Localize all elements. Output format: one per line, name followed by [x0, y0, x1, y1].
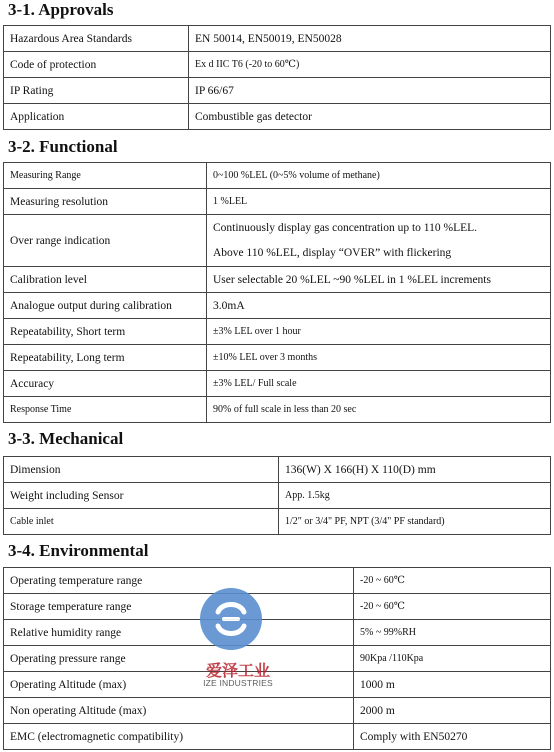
spec-label: Calibration level	[4, 267, 207, 293]
section-heading-environmental: 3-4. Environmental	[8, 541, 149, 560]
spec-value: 5% ~ 99%RH	[354, 620, 551, 646]
spec-value	[207, 215, 551, 267]
spec-label: Measuring Range	[4, 163, 207, 189]
spec-label: Relative humidity range	[4, 620, 354, 646]
spec-value: 90% of full scale in less than 20 sec	[207, 397, 551, 423]
functional-table	[3, 162, 551, 423]
approvals-table	[3, 25, 551, 130]
spec-label: Code of protection	[4, 52, 189, 78]
spec-label: IP Rating	[4, 78, 189, 104]
mechanical-table	[3, 456, 551, 535]
spec-label: Measuring resolution	[4, 189, 207, 215]
spec-label: Repeatability, Short term	[4, 319, 207, 345]
spec-value: 0~100 %LEL (0~5% volume of methane)	[207, 163, 551, 189]
spec-value: Combustible gas detector	[189, 104, 551, 130]
spec-label: Hazardous Area Standards	[4, 26, 189, 52]
spec-value: ±3% LEL/ Full scale	[207, 371, 551, 397]
spec-label: Operating pressure range	[4, 646, 354, 672]
spec-label: Weight including Sensor	[4, 483, 279, 509]
spec-label: Cable inlet	[4, 509, 279, 535]
spec-value-line: Above 110 %LEL, display “OVER” with flickering	[213, 246, 452, 259]
spec-label: Operating temperature range	[4, 568, 354, 594]
spec-label: Response Time	[4, 397, 207, 423]
environmental-table	[3, 567, 551, 750]
spec-label: Non operating Altitude (max)	[4, 698, 354, 724]
spec-label: Dimension	[4, 457, 279, 483]
spec-value: ±3% LEL over 1 hour	[207, 319, 551, 345]
spec-label: Repeatability, Long term	[4, 345, 207, 371]
spec-value: 90Kpa /110Kpa	[354, 646, 551, 672]
spec-value: IP 66/67	[189, 78, 551, 104]
spec-label: Analogue output during calibration	[4, 293, 207, 319]
spec-label: EMC (electromagnetic compatibility)	[4, 724, 354, 750]
section-heading-functional: 3-2. Functional	[8, 137, 118, 156]
spec-value: -20 ~ 60℃	[354, 568, 551, 594]
spec-value: User selectable 20 %LEL ~90 %LEL in 1 %LEL increments	[207, 267, 551, 293]
spec-label: Accuracy	[4, 371, 207, 397]
spec-value-line: Continuously display gas concentration up to 110 %LEL.	[213, 221, 478, 234]
spec-label: Application	[4, 104, 189, 130]
watermark-chinese-text: 爱泽工业	[205, 661, 270, 680]
spec-value: 2000 m	[354, 698, 551, 724]
spec-value: Ex d IIC T6 (-20 to 60℃)	[189, 52, 551, 78]
spec-value: 3.0mA	[207, 293, 551, 319]
spec-value: 1/2" or 3/4" PF, NPT (3/4" PF standard)	[279, 509, 551, 535]
spec-value: 1000 m	[354, 672, 551, 698]
spec-value: App. 1.5kg	[279, 483, 551, 509]
spec-value: -20 ~ 60℃	[354, 594, 551, 620]
watermark-english-text: IZE INDUSTRIES	[203, 678, 273, 688]
spec-label: Over range indication	[4, 215, 207, 267]
spec-value: 136(W) X 166(H) X 110(D) mm	[279, 457, 551, 483]
section-heading-mechanical: 3-3. Mechanical	[8, 429, 124, 448]
spec-value: ±10% LEL over 3 months	[207, 345, 551, 371]
section-heading-approvals: 3-1. Approvals	[8, 0, 114, 19]
spec-label: Operating Altitude (max)	[4, 672, 354, 698]
spec-value: EN 50014, EN50019, EN50028	[189, 26, 551, 52]
spec-value: Comply with EN50270	[354, 724, 551, 750]
spec-label: Storage temperature range	[4, 594, 354, 620]
spec-value: 1 %LEL	[207, 189, 551, 215]
